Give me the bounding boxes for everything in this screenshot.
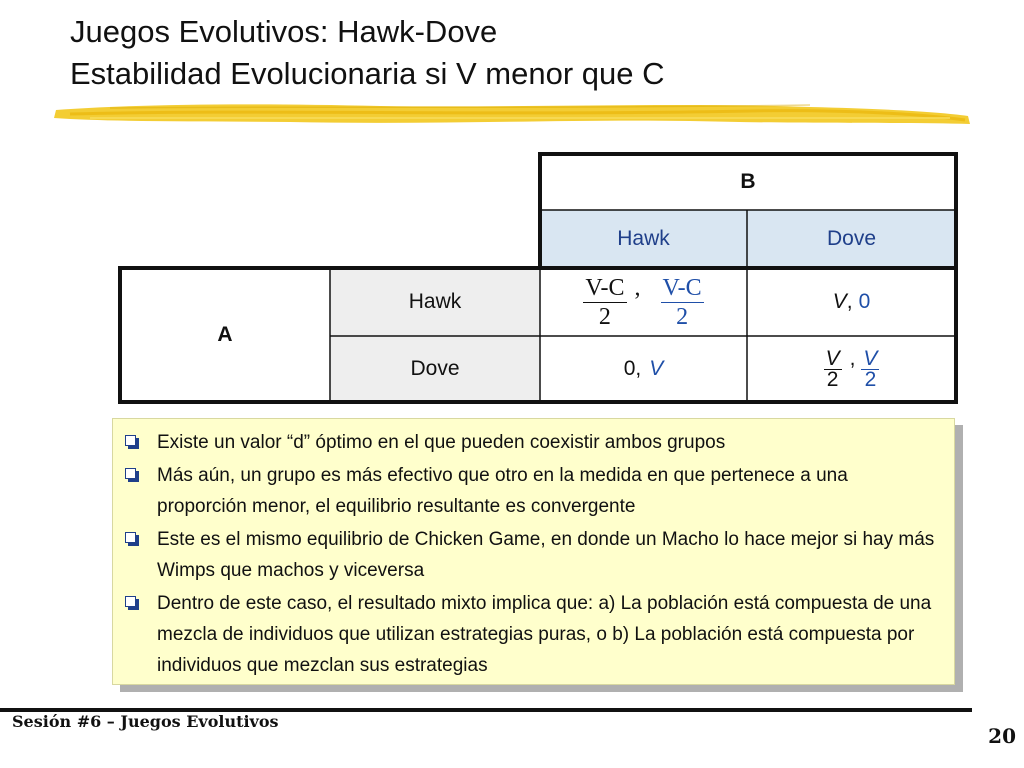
fraction-denominator: 2 <box>826 367 839 391</box>
notes-box <box>112 418 955 685</box>
note-item <box>125 524 942 586</box>
payoff-dove-hawk <box>540 336 747 402</box>
fraction-numerator: V-C <box>585 274 625 301</box>
payoff-dove-dove <box>747 336 956 402</box>
note-item <box>125 460 942 522</box>
fraction-numerator: V <box>825 346 840 370</box>
note-item <box>125 427 942 458</box>
fraction-denominator: 2 <box>676 303 689 330</box>
row-header-hawk: Hawk <box>408 290 462 313</box>
payoff-fraction-right <box>861 346 879 391</box>
slide-title-line1: Juegos Evolutivos: Hawk-Dove <box>70 14 498 49</box>
column-header-hawk: Hawk <box>617 227 670 250</box>
note-text: Este es el mismo equilibrio de Chicken Game, en donde un Macho lo hace mejor si hay más Wimps que machos y viceversa <box>157 529 935 581</box>
payoff-fraction-right <box>661 274 704 331</box>
checkbox-bullet-icon <box>125 596 147 608</box>
note-item <box>125 588 942 681</box>
checkbox-bullet-icon <box>125 468 147 480</box>
payoff-comma: , <box>846 290 853 313</box>
payoff-right: V <box>649 357 664 380</box>
payoff-comma: , <box>849 347 856 370</box>
payoff-comma: , <box>634 274 641 301</box>
checkbox-bullet-icon <box>125 532 147 544</box>
checkbox-bullet-icon <box>125 435 147 447</box>
player-a-label: A <box>217 323 233 346</box>
player-b-label: B <box>740 170 756 193</box>
payoff-hawk-dove <box>747 268 956 336</box>
fraction-numerator: V-C <box>662 274 702 301</box>
note-text: Existe un valor “d” óptimo en el que pueden coexistir ambos grupos <box>157 432 726 453</box>
fraction-numerator: V <box>863 346 878 370</box>
payoff-left: 0, <box>623 357 642 380</box>
footer-session-label: Sesión #6 – Juegos Evolutivos <box>12 712 279 731</box>
column-header-dove: Dove <box>826 227 877 250</box>
row-header-dove: Dove <box>410 357 460 380</box>
fraction-denominator: 2 <box>598 303 611 330</box>
page-number: 20 <box>988 724 1016 748</box>
payoff-left: V <box>832 290 847 313</box>
note-text: Más aún, un grupo es más efectivo que otro en la medida en que pertenece a una proporción menor, el equilibrio resultante es convergente <box>157 465 848 517</box>
payoff-right: 0 <box>858 290 871 313</box>
slide-title-line2: Estabilidad Evolucionaria si V menor que C <box>70 56 665 91</box>
payoff-fraction-left <box>824 346 842 391</box>
note-text: Dentro de este caso, el resultado mixto implica que: a) La población está compuesta de una mezcla de individuos que utilizan estrategias puras, o b) La población está compuesta por individuos que mezclan sus estrategias <box>157 593 932 676</box>
payoff-fraction-left <box>583 274 626 331</box>
fraction-denominator: 2 <box>864 367 877 391</box>
payoff-hawk-hawk <box>540 268 747 336</box>
